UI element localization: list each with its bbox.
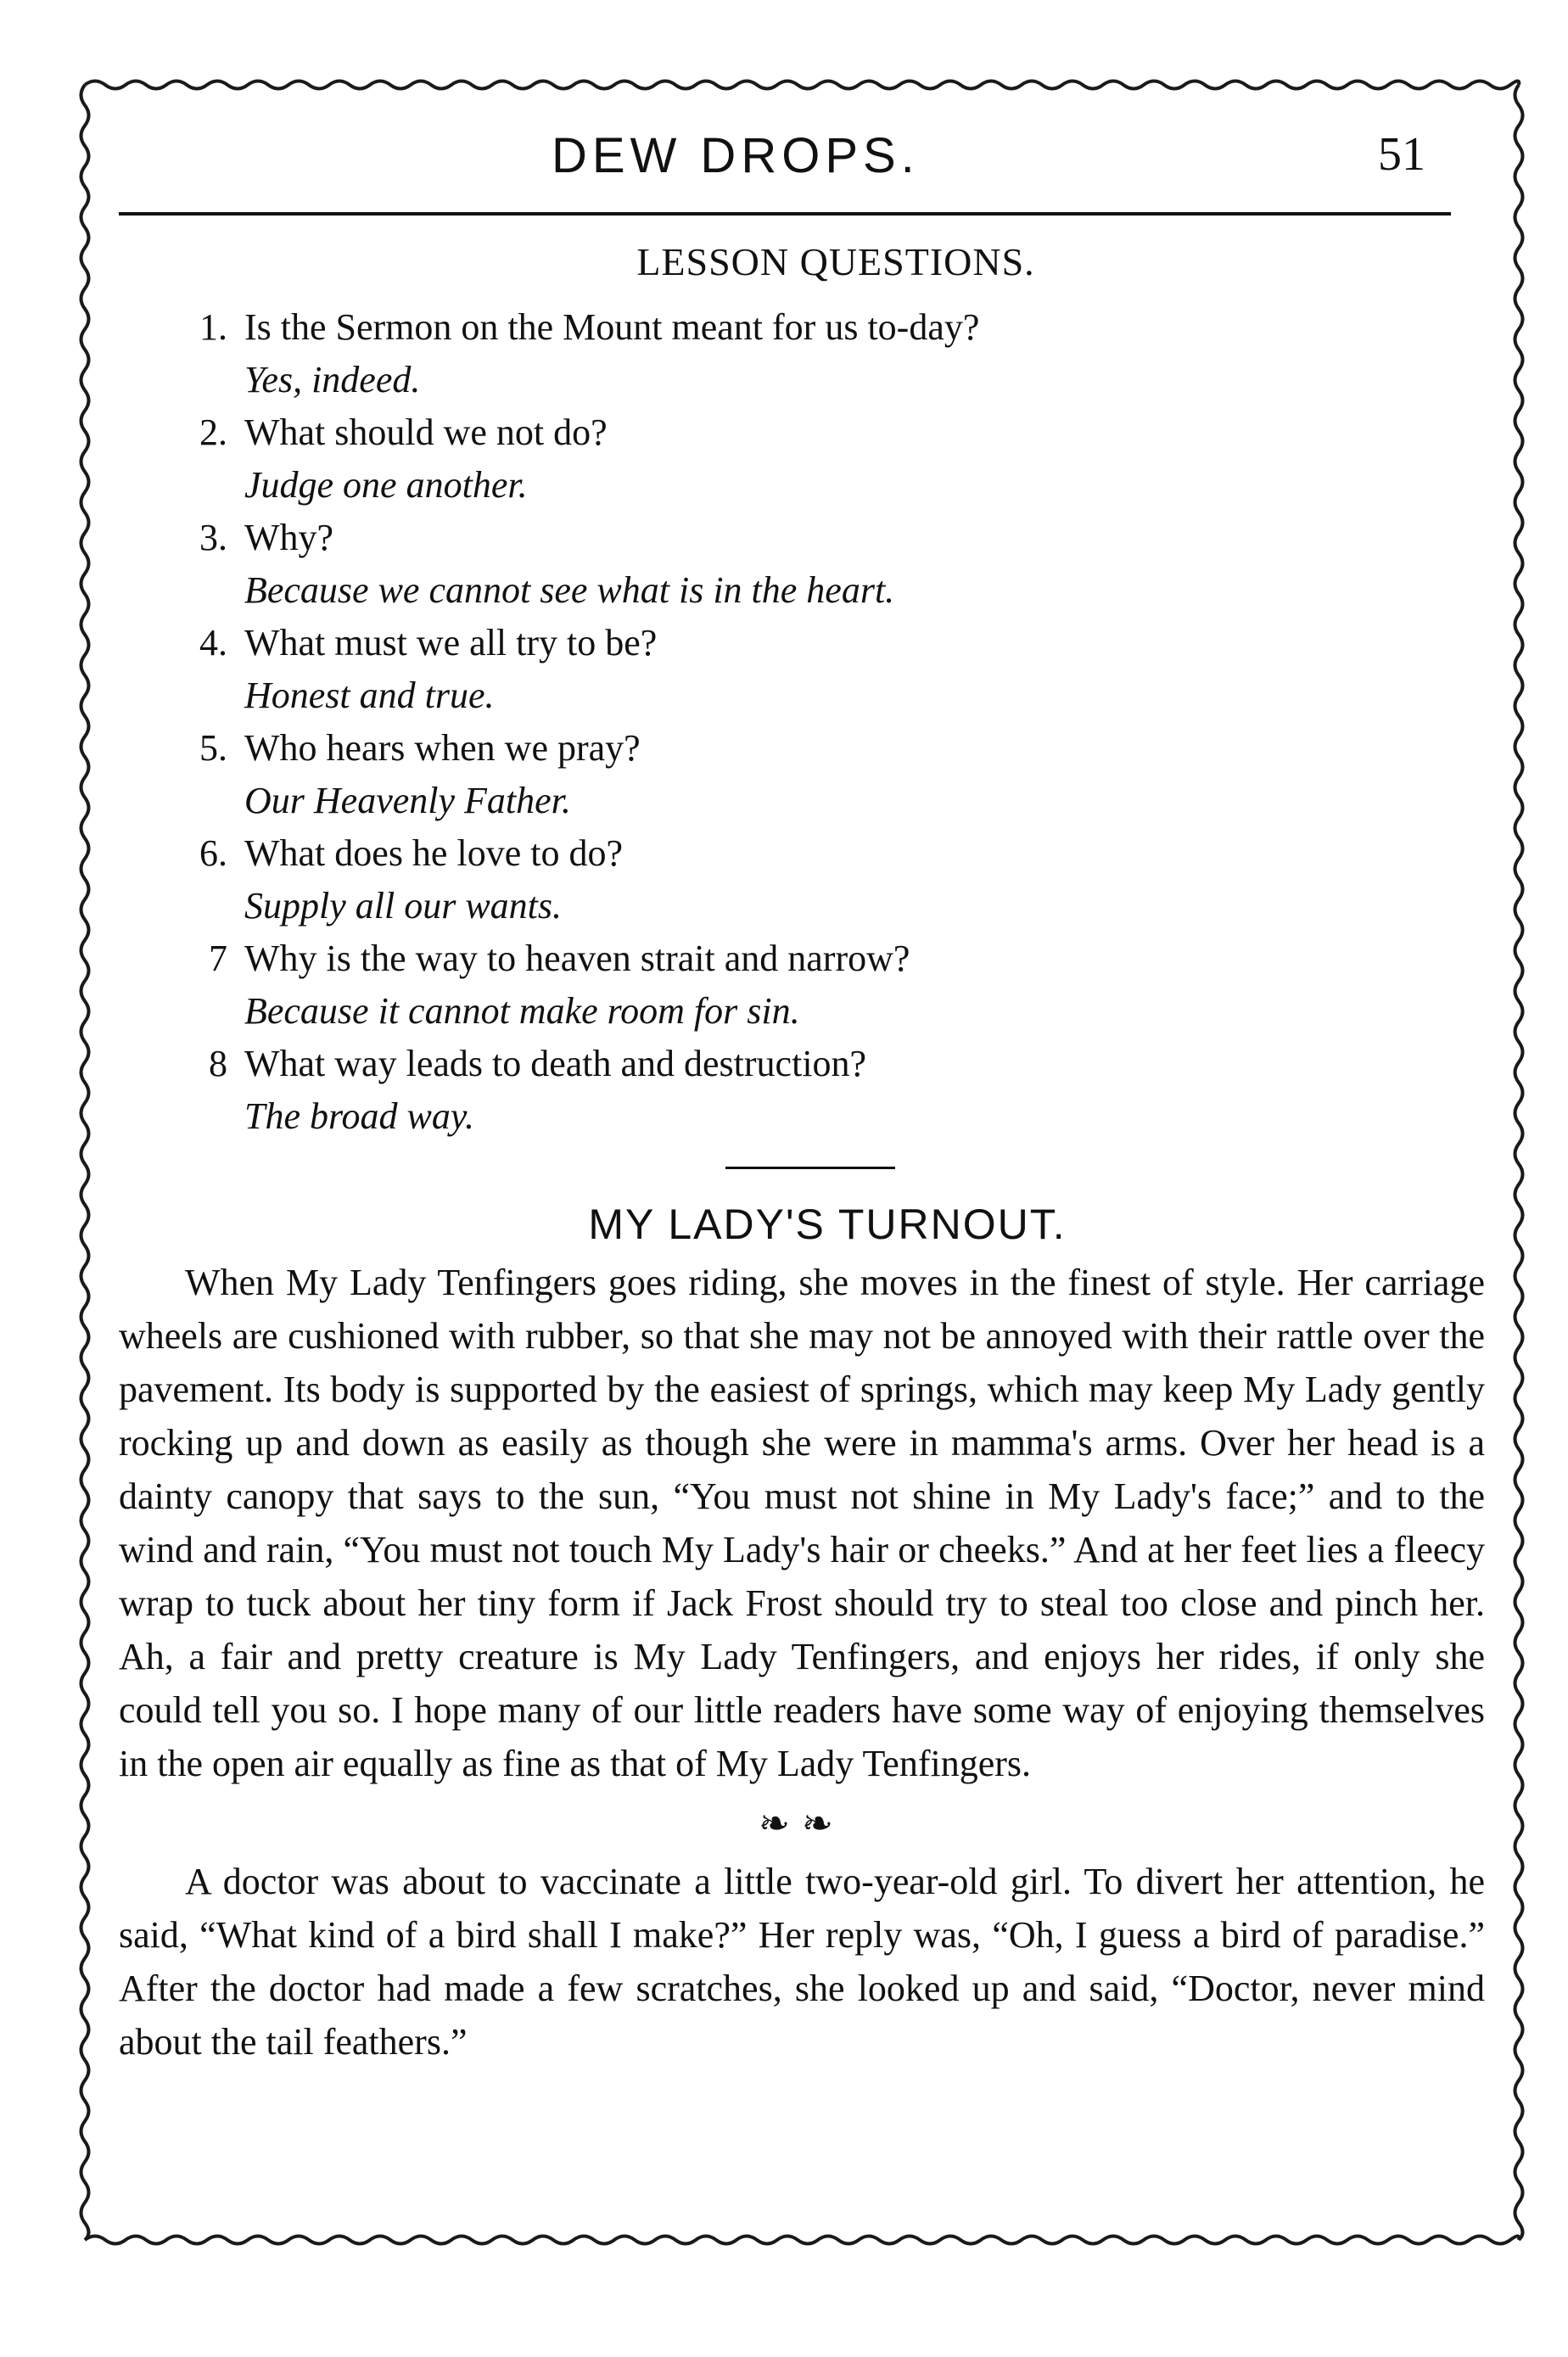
question-text: Is the Sermon on the Mount meant for us to-day? [244, 306, 980, 348]
answer-text: Because it cannot make room for sin. [244, 990, 800, 1032]
question-text: Why? [244, 517, 334, 558]
story-paragraph: When My Lady Tenfingers goes riding, she moves in the finest of style. Her carriage wheels are cushioned with rubber, so that she may not be annoyed with their rattle over the pavement. Its body is supported by the easiest of springs, which may keep My Lady gently rocking up and down as easily as though she were in mamma's arms. Over her head is a dainty canopy that says to the sun, “You must not shine in My Lady's face;” and to the wind and rain, “You must not touch My Lady's hair or cheeks.” And at her feet lies a fleecy wrap to tuck about her tiny form if Jack Frost should try to steal too close and pinch her. Ah, a fair and pretty creature is My Lady Tenfingers, and enjoys her rides, if only she could tell you so. I hope many of our little readers have some way of enjoying themselves in the open air equally as fine as that of My Lady Tenfingers. [119, 1262, 1485, 1784]
lesson-questions-heading: LESSON QUESTIONS. [636, 240, 1035, 283]
lesson-question-item [119, 301, 1485, 406]
question-text: What should we not do? [244, 411, 608, 453]
answer-text: The broad way. [244, 1095, 474, 1137]
lesson-question-item [119, 617, 1485, 722]
question-number: 6. [199, 832, 227, 874]
answer-text: Yes, indeed. [244, 359, 421, 400]
lesson-question-item [119, 827, 1485, 932]
answer-text: Because we cannot see what is in the heart. [244, 569, 895, 611]
question-text: Who hears when we pray? [244, 727, 641, 769]
page-content [119, 239, 1485, 2069]
question-text: Why is the way to heaven strait and narrow? [244, 938, 910, 979]
question-line [119, 932, 1485, 985]
question-line [119, 301, 1485, 354]
page-header [119, 127, 1451, 195]
question-line [119, 722, 1485, 775]
question-line [119, 1038, 1485, 1090]
question-number: 8 [209, 1043, 227, 1084]
story-title: MY LADY'S TURNOUT. [588, 1201, 1067, 1248]
question-text: What way leads to death and destruction? [244, 1043, 867, 1084]
lesson-question-item [119, 512, 1485, 617]
lesson-question-item [119, 932, 1485, 1038]
answer-text: Honest and true. [244, 675, 495, 716]
lesson-question-item [119, 1038, 1485, 1143]
lesson-questions-list [119, 301, 1485, 1143]
question-line [119, 827, 1485, 880]
question-number: 4. [199, 622, 227, 663]
question-text: What does he love to do? [244, 832, 623, 874]
section-divider [725, 1167, 895, 1169]
question-line [119, 406, 1485, 459]
question-number: 5. [199, 727, 227, 769]
ornament-divider: ❧❧ [759, 1803, 845, 1845]
header-rule [119, 212, 1451, 216]
question-number: 1. [199, 306, 227, 348]
running-title: DEW DROPS. [552, 128, 920, 183]
question-number: 3. [199, 517, 227, 558]
anecdote-paragraph: A doctor was about to vaccinate a little two-year-old girl. To divert her attention, he said, “What kind of a bird shall I make?” Her reply was, “Oh, I guess a bird of paradise.” After the doctor had made a few scratches, she looked up and said, “Doctor, never mind about the tail feathers.” [119, 1861, 1485, 2063]
lesson-question-item [119, 406, 1485, 512]
page-number: 51 [1378, 128, 1425, 181]
answer-text: Judge one another. [244, 464, 528, 506]
question-number: 2. [199, 411, 227, 453]
question-line [119, 617, 1485, 669]
answer-text: Our Heavenly Father. [244, 780, 571, 821]
answer-text: Supply all our wants. [244, 885, 563, 927]
question-text: What must we all try to be? [244, 622, 658, 663]
question-number: 7 [209, 938, 227, 979]
lesson-question-item [119, 722, 1485, 827]
question-line [119, 512, 1485, 564]
